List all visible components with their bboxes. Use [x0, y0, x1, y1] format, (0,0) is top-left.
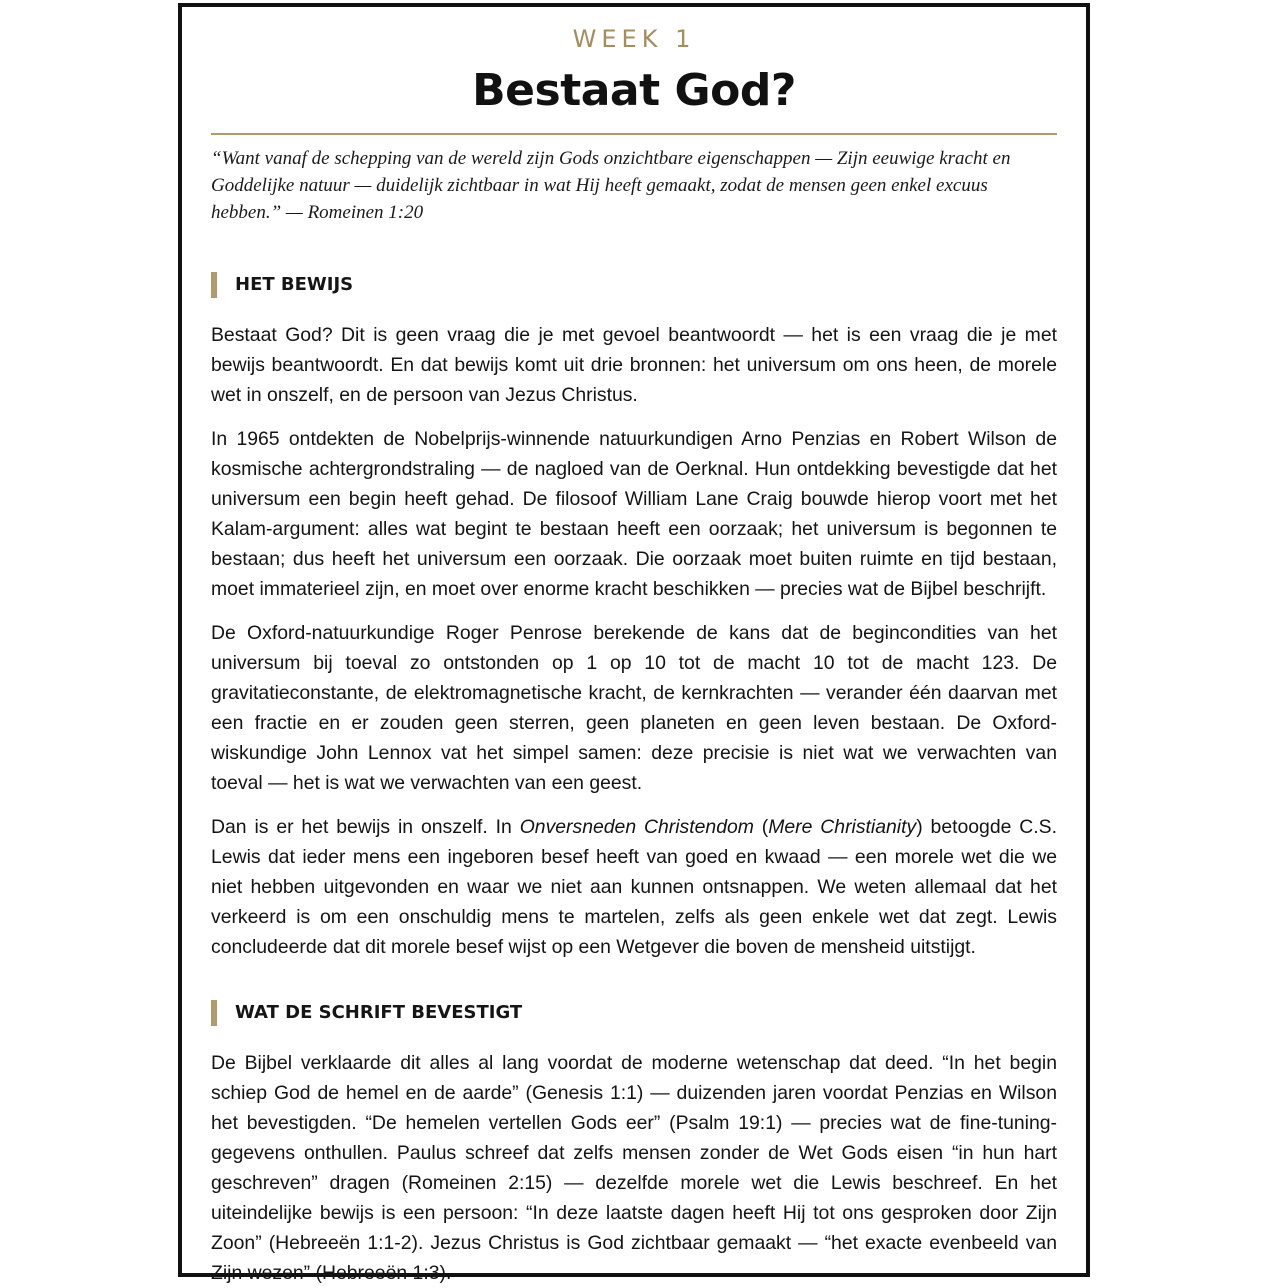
- week-label: WEEK 1: [572, 25, 696, 53]
- heading-accent-bar: [211, 272, 217, 298]
- paragraph-lewis: [211, 812, 1057, 962]
- section-heading-het-bewijs: [211, 272, 1057, 298]
- document-page: [178, 3, 1090, 1284]
- book-title-dutch: Onversneden Christendom: [519, 816, 754, 838]
- heading-accent-bar: [211, 1000, 217, 1026]
- text-run: (: [753, 816, 769, 838]
- paragraph: In 1965 ontdekten de Nobelprijs-winnende natuurkundigen Arno Penzias en Robert Wilson de kosmische achtergrondstraling — de nagloed van de Oerknal. Hun ontdekking bevestigde dat het universum een begin heeft gehad. De filosoof William Lane Craig bouwde hierop voort met het Kalam-argument: alles wat begint te bestaan heeft een oorzaak; het universum is begonnen te bestaan; dus heeft het universum een oorzaak. Die oorzaak moet buiten ruimte en tijd bestaan, moet immaterieel zijn, en moet over enorme kracht beschikken — precies wat de Bijbel beschrijft.: [211, 428, 1057, 600]
- paragraph: De Bijbel verklaarde dit alles al lang voordat de moderne wetenschap dat deed. “In het begin schiep God de hemel en de aarde” (Genesis 1:1) — duizenden jaren voordat Penzias en Wilson het bevestigden. “De hemelen vertellen Gods eer” (Psalm 19:1) — precies wat de fine-tuning-gegevens onthullen. Paulus schreef dat zelfs mensen zonder de Wet Gods eisen “in hun hart geschreven” dragen (Romeinen 2:15) — dezelfde morele wet die Lewis beschreef. En het uiteindelijke bewijs is een persoon: “In deze laatste dagen heeft Hij tot ons gesproken door Zijn Zoon” (Hebreeën 1:1-2). Jezus Christus is God zichtbaar gemaakt — “het exacte evenbeeld van Zijn wezen” (Hebreeën 1:3).: [211, 1052, 1057, 1284]
- gold-divider: [211, 133, 1057, 135]
- paragraph: Bestaat God? Dit is geen vraag die je met gevoel beantwoordt — het is een vraag die je met bewijs beantwoordt. En dat bewijs komt uit drie bronnen: het universum om ons heen, de morele wet in onszelf, en de persoon van Jezus Christus.: [211, 324, 1057, 406]
- book-title-english: Mere Christianity: [768, 816, 917, 838]
- page-header: [182, 21, 1086, 119]
- section-heading-text: HET BEWIJS: [235, 274, 354, 295]
- scripture-quote: “Want vanaf de schepping van de wereld zijn Gods onzichtbare eigenschappen — Zijn eeuwige kracht en Goddelijke natuur — duidelijk zichtbaar in wat Hij heeft gemaakt, zodat de mensen geen enkel excuus hebben.” — Romeinen 1:20: [211, 148, 1011, 223]
- text-run: ) betoogde C.S. Lewis dat ieder mens een ingeboren besef heeft van goed en kwaad — een morele wet die we niet hebben uitgevonden en waar we niet aan kunnen ontsnappen. We weten allemaal dat het verkeerd is om een onschuldig mens te martelen, zelfs als geen enkele wet dat zegt. Lewis concludeerde dat dit morele besef wijst op een Wetgever die boven de mensheid uitstijgt.: [211, 816, 1057, 958]
- page-title: Bestaat God?: [472, 65, 796, 116]
- paragraph: De Oxford-natuurkundige Roger Penrose berekende de kans dat de begincondities van het universum bij toeval zo ontstonden op 1 op 10 tot de macht 10 tot de macht 123. De gravitatieconstante, de elektromagnetische kracht, de kernkrachten — verander één daarvan met een fractie en er zouden geen sterren, geen planeten en geen leven bestaan. De Oxford-wiskundige John Lennox vat het simpel samen: deze precisie is niet wat we verwachten van toeval — het is wat we verwachten van een geest.: [211, 622, 1057, 794]
- text-run: Dan is er het bewijs in onszelf. In: [211, 816, 520, 838]
- section-heading-wat-de-schrift-bevestigt: [211, 1000, 1057, 1026]
- section-heading-text: WAT DE SCHRIFT BEVESTIGT: [235, 1002, 523, 1023]
